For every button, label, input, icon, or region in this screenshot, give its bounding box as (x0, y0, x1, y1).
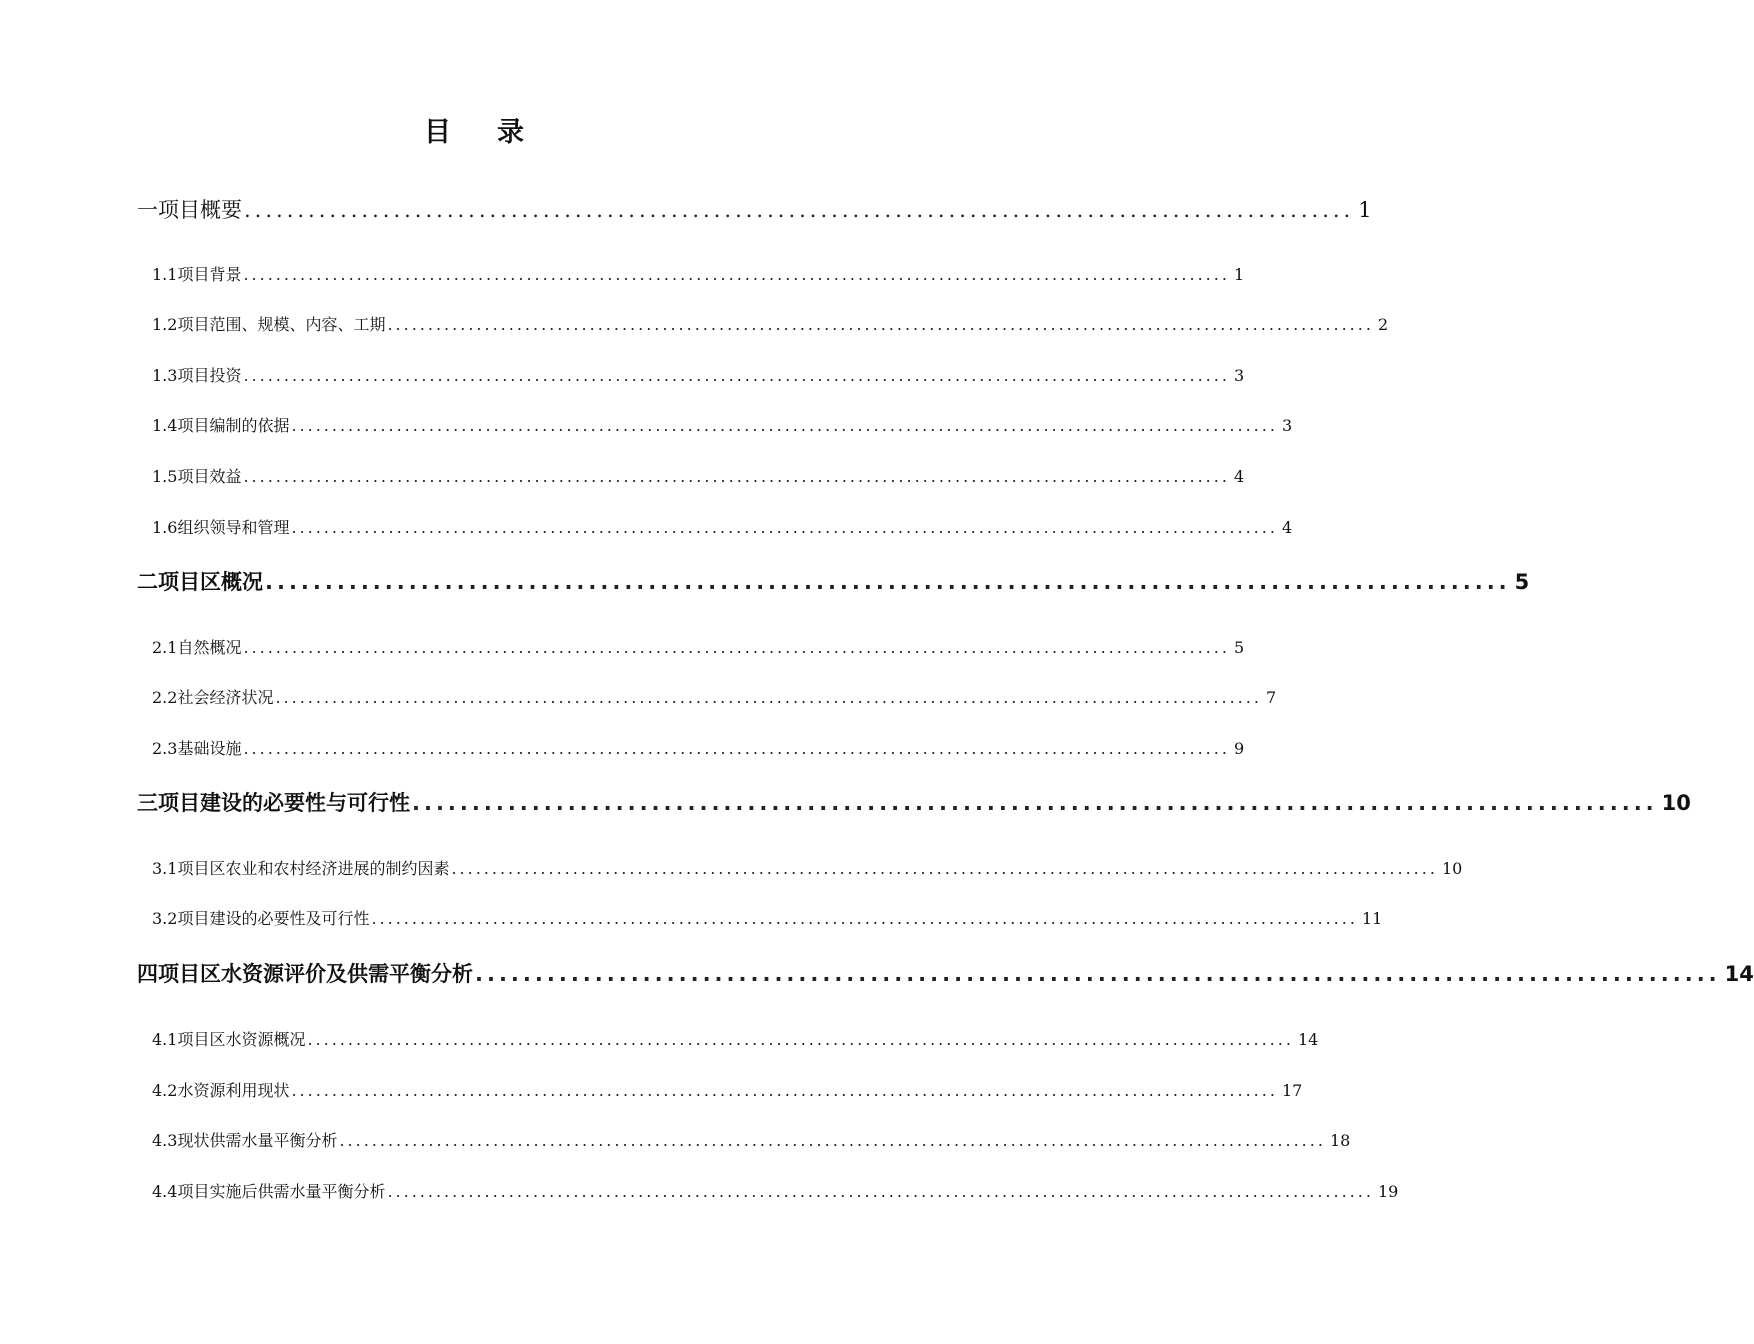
section-title: 4.4项目实施后供需水量平衡分析 (152, 1182, 386, 1201)
toc-section-2-1[interactable]: 2.1自然概况 .......................................................................................................................... 5 (152, 635, 835, 658)
section-title: 4.2水资源利用现状 (152, 1081, 290, 1100)
toc-section-1-5[interactable]: 1.5项目效益 .......................................................................................................................... 4 (152, 464, 835, 487)
chapter-title: 项目建设的必要性与可行性 (158, 791, 410, 815)
page-number: 10 (1441, 859, 1463, 878)
page-number: 14 (1297, 1030, 1319, 1049)
section-title: 1.6组织领导和管理 (152, 518, 290, 537)
toc-section-1-2[interactable]: 1.2项目范围、规模、内容、工期 .......................................................................................................................... 2 (152, 312, 835, 335)
chapter-number: 二 (137, 570, 158, 594)
page-number: 18 (1329, 1131, 1351, 1150)
page-number: 4 (1233, 467, 1245, 486)
page-number: 2 (1377, 315, 1389, 334)
toc-chapter-4[interactable]: 四 项目区水资源评价及供需平衡分析 ........................................................................................................ 14 (137, 958, 835, 988)
section-title: 1.1项目背景 (152, 265, 242, 284)
toc-section-2-3[interactable]: 2.3基础设施 .......................................................................................................................... 9 (152, 736, 835, 759)
toc-section-3-1[interactable]: 3.1项目区农业和农村经济进展的制约因素 .......................................................................................................................... 10 (152, 856, 835, 879)
chapter-title: 项目区水资源评价及供需平衡分析 (158, 962, 473, 986)
toc-title-right: 录 (497, 117, 526, 148)
page-number: 4 (1281, 518, 1293, 537)
section-title: 3.2项目建设的必要性及可行性 (152, 909, 370, 928)
toc-section-1-1[interactable]: 1.1项目背景 .......................................................................................................................... 1 (152, 262, 835, 285)
page-number: 7 (1265, 688, 1277, 707)
chapter-title: 项目区概况 (158, 570, 263, 594)
section-title: 1.3项目投资 (152, 366, 242, 385)
section-title: 2.2社会经济状况 (152, 688, 274, 707)
section-title: 2.3基础设施 (152, 739, 242, 758)
chapter-number: 三 (137, 791, 158, 815)
page-number: 10 (1661, 791, 1691, 815)
section-title: 3.1项目区农业和农村经济进展的制约因素 (152, 859, 450, 878)
chapter-number: 一 (137, 198, 158, 222)
page-number: 3 (1281, 416, 1293, 435)
toc-title (0, 110, 950, 149)
toc-section-4-4[interactable]: 4.4项目实施后供需水量平衡分析 .......................................................................................................................... 19 (152, 1179, 835, 1202)
page-number: 19 (1377, 1182, 1399, 1201)
page-number: 1 (1233, 265, 1245, 284)
page-number: 1 (1358, 198, 1372, 222)
section-title: 1.2项目范围、规模、内容、工期 (152, 315, 386, 334)
page-number: 9 (1233, 739, 1245, 758)
toc-section-4-2[interactable]: 4.2水资源利用现状 .......................................................................................................................... 17 (152, 1078, 835, 1101)
page-number: 17 (1281, 1081, 1303, 1100)
section-title: 1.4项目编制的依据 (152, 416, 290, 435)
toc-section-4-1[interactable]: 4.1项目区水资源概况 .......................................................................................................................... 14 (152, 1027, 835, 1050)
toc-section-4-3[interactable]: 4.3现状供需水量平衡分析 .......................................................................................................................... 18 (152, 1128, 835, 1151)
toc-section-1-4[interactable]: 1.4项目编制的依据 .......................................................................................................................... 3 (152, 413, 835, 436)
toc-section-3-2[interactable]: 3.2项目建设的必要性及可行性 .......................................................................................................................... 11 (152, 906, 835, 929)
section-title: 2.1自然概况 (152, 638, 242, 657)
toc-section-1-6[interactable]: 1.6组织领导和管理 .......................................................................................................................... 4 (152, 515, 835, 538)
chapter-title: 项目概要 (158, 198, 242, 222)
page-number: 11 (1361, 909, 1383, 928)
page-number: 3 (1233, 366, 1245, 385)
toc-chapter-3[interactable]: 三 项目建设的必要性与可行性 ........................................................................................................ 10 (137, 787, 835, 817)
section-title: 4.3现状供需水量平衡分析 (152, 1131, 338, 1150)
toc-section-2-2[interactable]: 2.2社会经济状况 .......................................................................................................................... 7 (152, 685, 835, 708)
page-number: 14 (1724, 962, 1754, 986)
page-number: 5 (1233, 638, 1245, 657)
toc-chapter-1[interactable]: 一 项目概要 ........................................................................................................ 1 (137, 194, 835, 224)
toc-title-left: 目 (424, 117, 453, 148)
toc-chapter-2[interactable]: 二 项目区概况 ........................................................................................................ 5 (137, 566, 835, 596)
page-number: 5 (1514, 570, 1530, 594)
toc-section-1-3[interactable]: 1.3项目投资 .......................................................................................................................... 3 (152, 363, 835, 386)
chapter-number: 四 (137, 962, 158, 986)
section-title: 4.1项目区水资源概况 (152, 1030, 306, 1049)
section-title: 1.5项目效益 (152, 467, 242, 486)
